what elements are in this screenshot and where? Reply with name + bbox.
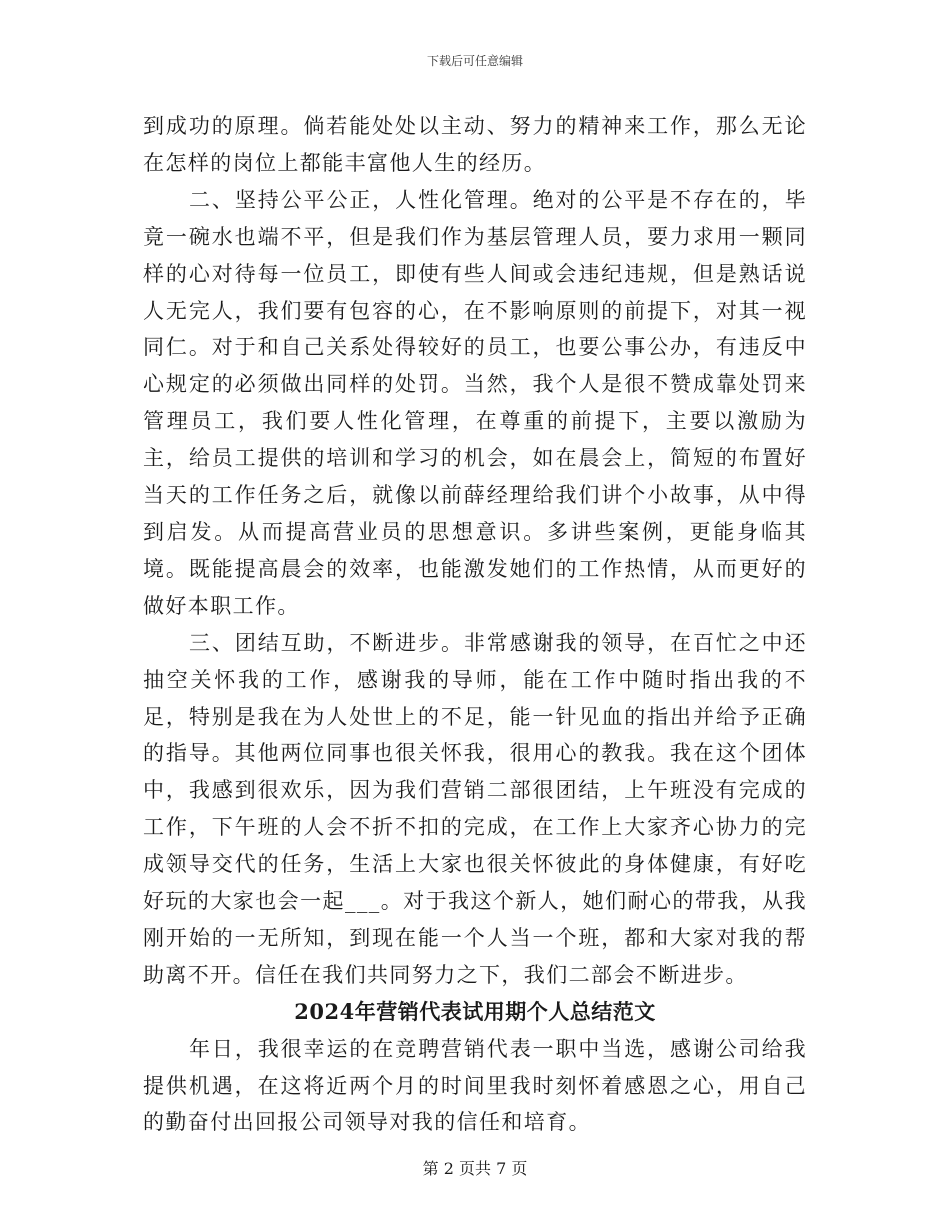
paragraph-intro-continuation: 到成功的原理。倘若能处处以主动、努力的精神来工作，那么无论在怎样的岗位上都能丰富他人生的经历。 [143,114,807,175]
paragraph-article-opening: 年日，我很幸运的在竞聘营销代表一职中当选，感谢公司给我提供机遇，在这将近两个月的时间里我时刻怀着感恩之心，用自己的勤奋付出回报公司领导对我的信任和培育。 [143,1036,807,1135]
paragraph-section-two: 二、坚持公平公正，人性化管理。绝对的公平是不存在的，毕竟一碗水也端不平，但是我们作为基层管理人员，要力求用一颗同样的心对待每一位员工，即使有些人间或会违纪违规，但是熟话说人无完人，我们要有包容的心，在不影响原则的前提下，对其一视同仁。对于和自己关系处得较好的员工，也要公事公办，有违反中心规定的必须做出同样的处罚。当然，我个人是很不赞成靠处罚来管理员工，我们要人性化管理，在尊重的前提下，主要以激励为主，给员工提供的培训和学习的机会，如在晨会上，简短的布置好当天的工作任务之后，就像以前薛经理给我们讲个小故事，从中得到启发。从而提高营业员的思想意识。多讲些案例，更能身临其境。既能提高晨会的效率，也能激发她们的工作热情，从而更好的做好本职工作。 [143,187,807,618]
page-header: 下载后可任意编辑 [426,54,523,68]
article-title: 2024年营销代表试用期个人总结范文 [294,998,656,1024]
document-body [143,108,807,1141]
page-number-footer: 第 2 页共 7 页 [422,1159,528,1178]
paragraph-section-three: 三、团结互助，不断进步。非常感谢我的领导，在百忙之中还抽空关怀我的工作，感谢我的导师，能在工作中随时指出我的不足，特别是我在为人处世上的不足，能一针见血的指出并给予正确的指导。其他两位同事也很关怀我，很用心的教我。我在这个团体中，我感到很欢乐，因为我们营销二部很团结，上午班没有完成的工作，下午班的人会不折不扣的完成，在工作上大家齐心协力的完成领导交代的任务，生活上大家也很关怀彼此的身体健康，有好吃好玩的大家也会一起___。对于我这个新人，她们耐心的带我，从我刚开始的一无所知，到现在能一个人当一个班，都和大家对我的帮助离不开。信任在我们共同努力之下，我们二部会不断进步。 [143,630,807,987]
